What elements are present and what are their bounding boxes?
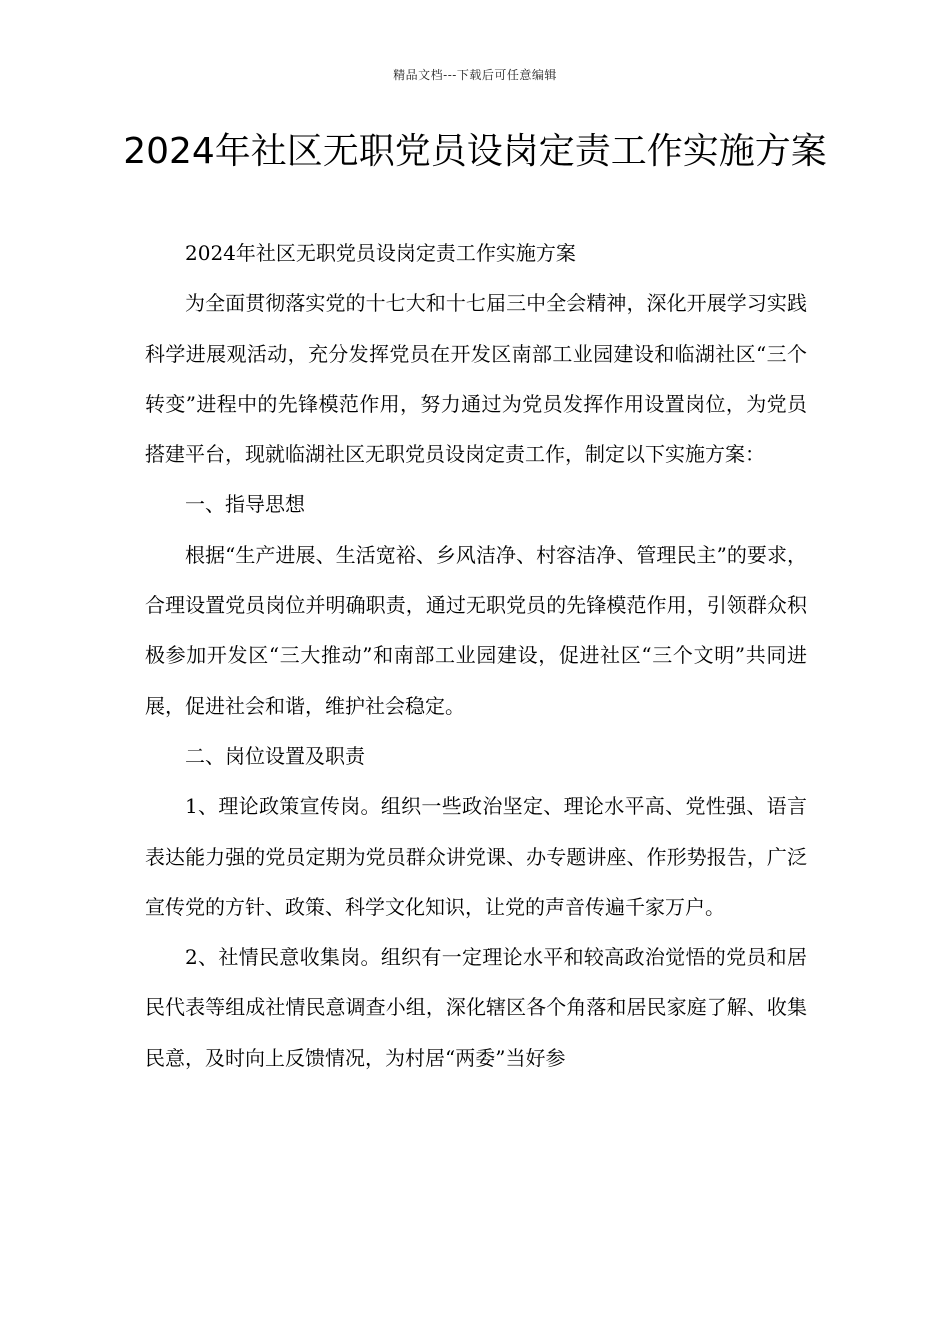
header-note: 精品文档---下载后可任意编辑 — [393, 68, 557, 82]
paragraph-intro: 为全面贯彻落实党的十七大和十七届三中全会精神，深化开展学习实践科学进展观活动，充分发挥党员在开发区南部工业园建设和临湖社区“三个转变”进程中的先锋模范作用，努力通过为党员发挥作用设置岗位，为党员搭建平台，现就临湖社区无职党员设岗定责工作，制定以下实施方案： — [145, 291, 807, 467]
paragraph-guiding-ideology: 根据“生产进展、生活宽裕、乡风洁净、村容洁净、管理民主”的要求，合理设置党员岗位并明确职责，通过无职党员的先锋模范作用，引领群众积极参加开发区“三大推动”和南部工业园建设，促进社区“三个文明”共同进展，促进社会和谐，维护社会稳定。 — [145, 542, 807, 718]
section-heading-post-setup: 二、岗位设置及职责 — [185, 743, 365, 768]
paragraph-subtitle: 2024年社区无职党员设岗定责工作实施方案 — [185, 241, 576, 265]
paragraph-theory-post: 1、理论政策宣传岗。组织一些政治坚定、理论水平高、党性强、语言表达能力强的党员定期为党员群众讲党课、办专题讲座、作形势报告，广泛宣传党的方针、政策、科学文化知识，让党的声音传遍千家万户。 — [145, 794, 807, 919]
document-title: 2024年社区无职党员设岗定责工作实施方案 — [123, 131, 827, 172]
document-body — [145, 228, 807, 1083]
paragraph-public-opinion-post: 2、社情民意收集岗。组织有一定理论水平和较高政治觉悟的党员和居民代表等组成社情民意调查小组，深化辖区各个角落和居民家庭了解、收集民意，及时向上反馈情况，为村居“两委”当好参 — [145, 945, 807, 1070]
section-heading-guiding-ideology: 一、指导思想 — [185, 492, 305, 517]
